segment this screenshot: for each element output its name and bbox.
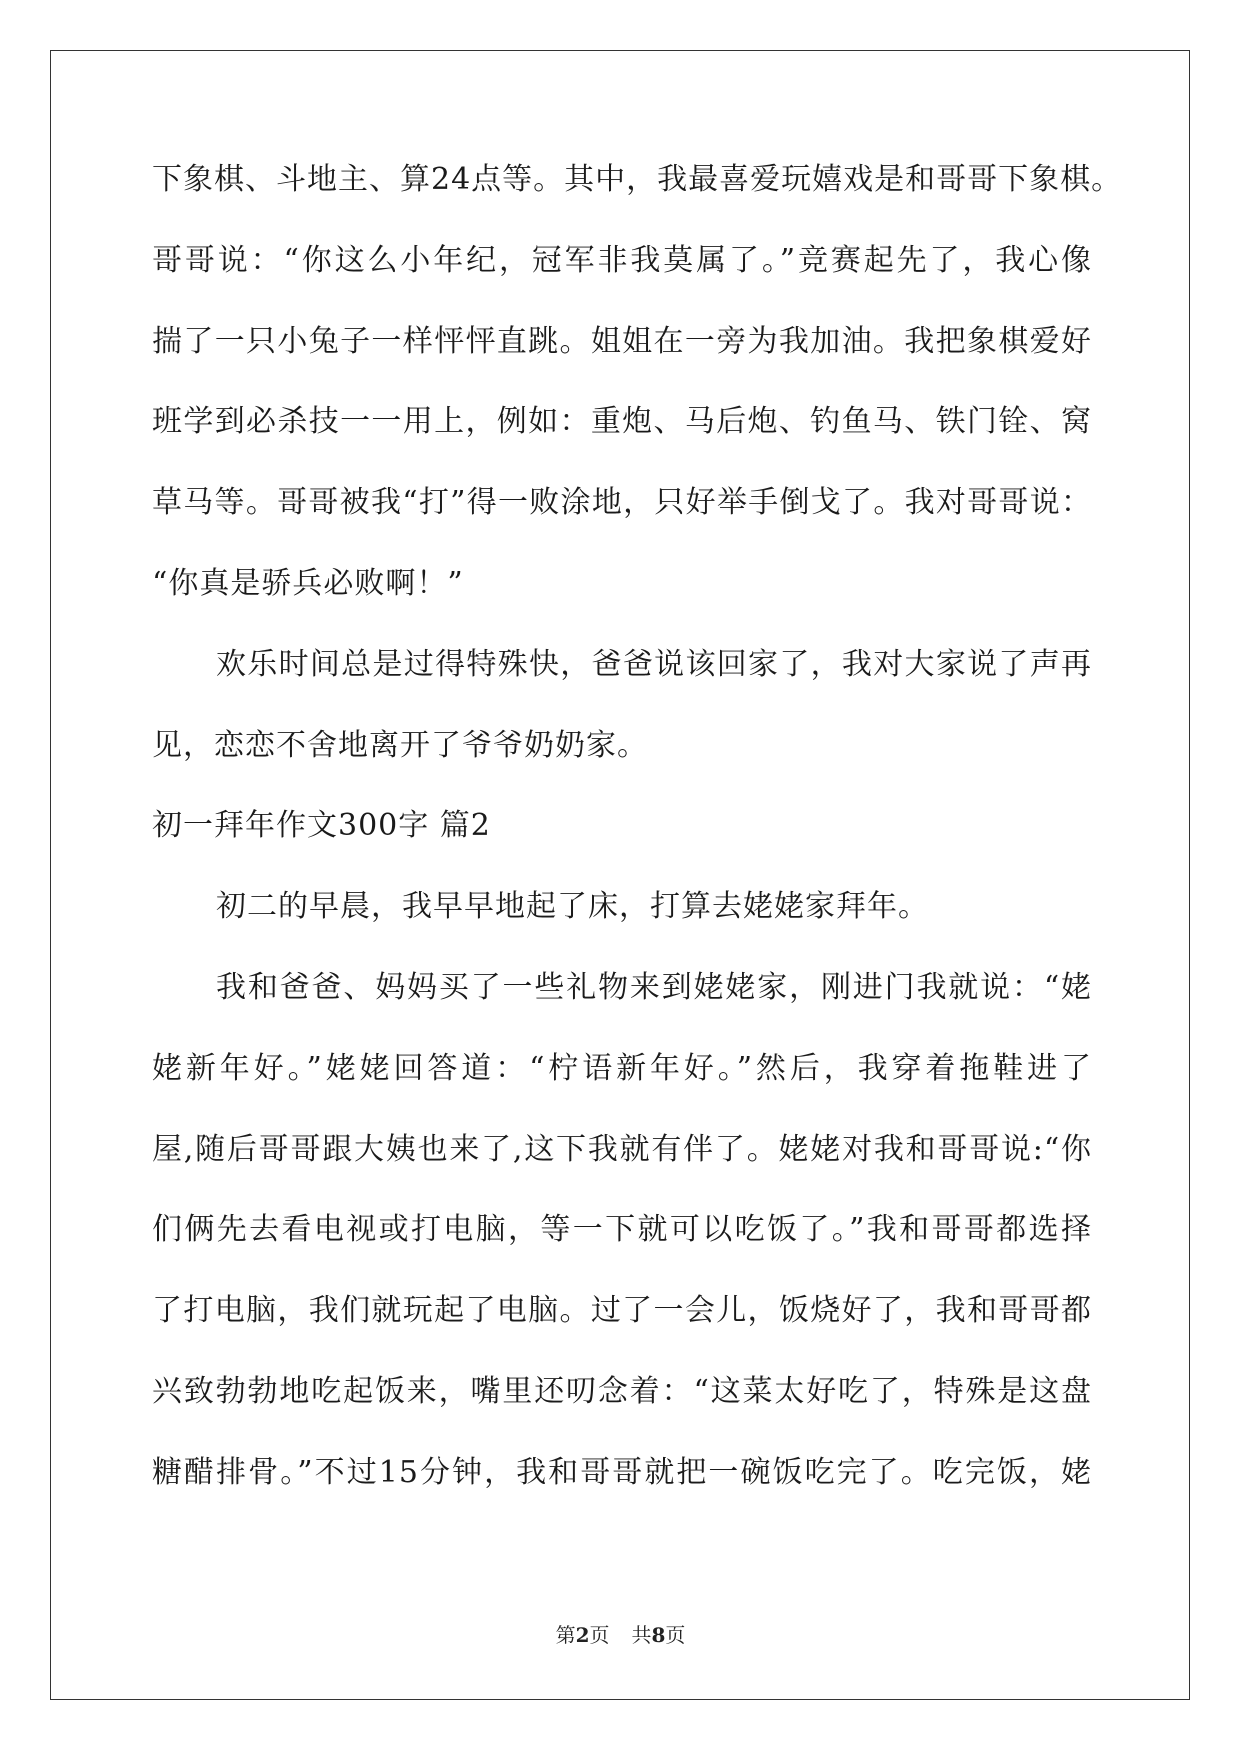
text-line-1: 下象棋、斗地主、算24点等。其中，我最喜爱玩嬉戏是和哥哥下象棋。 [152, 162, 1123, 197]
text-line-2: 哥哥说：“你这么小年纪，冠军非我莫属了。”竞赛起先了，我心像 [152, 242, 1092, 278]
total-unit: 页 [665, 1623, 686, 1647]
text-line-11: 我和爸爸、妈妈买了一些礼物来到姥姥家，刚进门我就说：“姥 [216, 969, 1092, 1005]
text-line-10: 初二的早晨，我早早地起了床，打算去姥姥家拜年。 [216, 889, 929, 925]
text-line-5: 草马等。哥哥被我“打”得一败涂地，只好举手倒戈了。我对哥哥说： [152, 485, 1092, 521]
text-line-7: 欢乐时间总是过得特殊快，爸爸说该回家了，我对大家说了声再 [216, 646, 1092, 682]
text-line-13: 屋,随后哥哥跟大姨也来了,这下我就有伴了。姥姥对我和哥哥说:“你 [152, 1131, 1092, 1167]
page-footer [0, 1623, 1241, 1647]
text-line-15: 了打电脑，我们就玩起了电脑。过了一会儿，饭烧好了，我和哥哥都 [152, 1293, 1092, 1329]
text-line-8: 见，恋恋不舍地离开了爷爷奶奶家。 [152, 727, 648, 763]
text-line-12: 姥新年好。”姥姥回答道：“柠语新年好。”然后，我穿着拖鞋进了 [152, 1050, 1092, 1086]
document-body [152, 160, 1123, 1534]
text-line-16: 兴致勃勃地吃起饭来，嘴里还叨念着：“这菜太好吃了，特殊是这盘 [152, 1373, 1092, 1409]
page-total: 8 [651, 1623, 666, 1647]
page-unit: 页 [589, 1623, 610, 1647]
page-prefix: 第 [555, 1623, 576, 1647]
page-current: 2 [575, 1623, 590, 1647]
text-line-14: 们俩先去看电视或打电脑，等一下就可以吃饭了。”我和哥哥都选择 [152, 1212, 1092, 1248]
section-heading: 初一拜年作文300字 篇2 [152, 808, 491, 844]
total-prefix: 共 [631, 1623, 652, 1647]
text-line-3: 揣了一只小兔子一样怦怦直跳。姐姐在一旁为我加油。我把象棋爱好 [152, 323, 1092, 359]
text-line-6: “你真是骄兵必败啊！” [152, 565, 464, 601]
text-line-17: 糖醋排骨。”不过15分钟，我和哥哥就把一碗饭吃完了。吃完饭，姥 [152, 1454, 1092, 1490]
text-line-4: 班学到必杀技一一用上，例如：重炮、马后炮、钓鱼马、铁门铨、窝 [152, 404, 1092, 440]
